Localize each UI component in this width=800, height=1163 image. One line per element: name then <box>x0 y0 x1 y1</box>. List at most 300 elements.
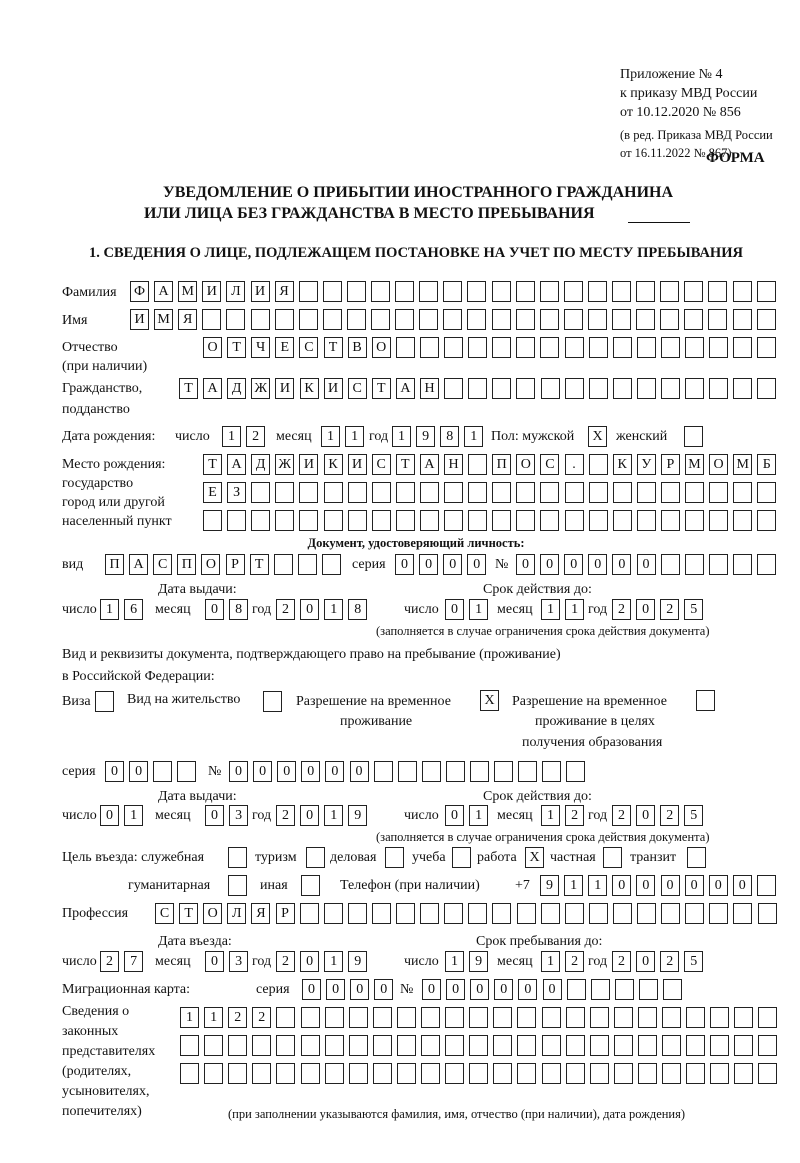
char-cell[interactable] <box>661 554 680 575</box>
char-cell[interactable]: 1 <box>321 426 340 447</box>
char-cell[interactable]: 1 <box>345 426 364 447</box>
char-cell[interactable]: Ж <box>275 454 294 475</box>
char-cell[interactable] <box>661 903 680 924</box>
char-cell[interactable] <box>757 482 776 503</box>
char-cell[interactable]: 2 <box>246 426 265 447</box>
char-cell[interactable]: П <box>177 554 196 575</box>
char-cell[interactable]: И <box>324 378 343 399</box>
char-cell[interactable] <box>348 903 367 924</box>
char-cell[interactable] <box>733 510 752 531</box>
char-cell[interactable]: 1 <box>222 426 241 447</box>
char-cell[interactable]: М <box>733 454 752 475</box>
char-cell[interactable] <box>419 309 438 330</box>
char-cell[interactable] <box>639 979 658 1000</box>
char-cell[interactable] <box>299 281 318 302</box>
char-cell[interactable] <box>299 309 318 330</box>
char-cell[interactable]: Д <box>227 378 246 399</box>
char-cell[interactable]: 2 <box>565 951 584 972</box>
char-cell[interactable] <box>422 761 441 782</box>
char-cell[interactable] <box>588 309 607 330</box>
char-cell[interactable] <box>397 1007 416 1028</box>
sex-female-checkbox[interactable] <box>684 426 703 447</box>
char-cell[interactable]: 0 <box>229 761 248 782</box>
char-cell[interactable]: З <box>227 482 246 503</box>
char-cell[interactable] <box>660 309 679 330</box>
char-cell[interactable] <box>276 1035 295 1056</box>
char-cell[interactable] <box>613 903 632 924</box>
char-cell[interactable]: 0 <box>612 875 631 896</box>
char-cell[interactable]: 1 <box>445 951 464 972</box>
char-cell[interactable] <box>613 337 632 358</box>
char-cell[interactable] <box>758 1063 777 1084</box>
char-cell[interactable]: Ф <box>130 281 149 302</box>
char-cell[interactable]: С <box>299 337 318 358</box>
char-cell[interactable] <box>613 510 632 531</box>
char-cell[interactable]: А <box>396 378 415 399</box>
char-cell[interactable]: П <box>105 554 124 575</box>
char-cell[interactable]: 0 <box>374 979 393 1000</box>
char-cell[interactable] <box>298 554 317 575</box>
char-cell[interactable] <box>614 1035 633 1056</box>
char-cell[interactable]: 2 <box>660 599 679 620</box>
char-cell[interactable] <box>637 903 656 924</box>
char-cell[interactable]: М <box>154 309 173 330</box>
char-cell[interactable]: 1 <box>541 599 560 620</box>
char-cell[interactable]: О <box>201 554 220 575</box>
char-cell[interactable]: 1 <box>324 951 343 972</box>
char-cell[interactable] <box>203 510 222 531</box>
char-cell[interactable]: О <box>372 337 391 358</box>
char-cell[interactable]: 0 <box>612 554 631 575</box>
char-cell[interactable]: 9 <box>348 805 367 826</box>
char-cell[interactable]: 0 <box>685 875 704 896</box>
char-cell[interactable] <box>733 482 752 503</box>
char-cell[interactable]: 0 <box>637 554 656 575</box>
char-cell[interactable] <box>396 510 415 531</box>
char-cell[interactable] <box>708 309 727 330</box>
char-cell[interactable]: М <box>178 281 197 302</box>
char-cell[interactable] <box>445 1007 464 1028</box>
char-cell[interactable]: С <box>155 903 174 924</box>
char-cell[interactable] <box>468 378 487 399</box>
char-cell[interactable]: 1 <box>180 1007 199 1028</box>
char-cell[interactable] <box>542 761 561 782</box>
char-cell[interactable] <box>540 309 559 330</box>
char-cell[interactable] <box>492 482 511 503</box>
char-cell[interactable] <box>686 1007 705 1028</box>
char-cell[interactable] <box>443 309 462 330</box>
char-cell[interactable] <box>372 903 391 924</box>
char-cell[interactable] <box>347 281 366 302</box>
char-cell[interactable] <box>493 1035 512 1056</box>
char-cell[interactable]: 0 <box>300 805 319 826</box>
char-cell[interactable] <box>685 378 704 399</box>
char-cell[interactable]: 2 <box>276 805 295 826</box>
char-cell[interactable]: 1 <box>469 599 488 620</box>
char-cell[interactable]: А <box>129 554 148 575</box>
char-cell[interactable] <box>301 1063 320 1084</box>
char-cell[interactable]: И <box>275 378 294 399</box>
sex-male-checkbox[interactable]: X <box>588 426 607 447</box>
char-cell[interactable]: 0 <box>205 805 224 826</box>
char-cell[interactable] <box>566 1007 585 1028</box>
char-cell[interactable] <box>591 979 610 1000</box>
char-cell[interactable] <box>396 337 415 358</box>
place-blank-line[interactable] <box>628 222 690 223</box>
char-cell[interactable]: А <box>420 454 439 475</box>
char-cell[interactable] <box>684 281 703 302</box>
char-cell[interactable] <box>757 510 776 531</box>
char-cell[interactable] <box>517 1007 536 1028</box>
char-cell[interactable] <box>395 281 414 302</box>
char-cell[interactable]: 1 <box>204 1007 223 1028</box>
char-cell[interactable] <box>444 482 463 503</box>
purpose-humanitarian-checkbox[interactable] <box>228 875 247 896</box>
char-cell[interactable] <box>349 1063 368 1084</box>
char-cell[interactable] <box>663 979 682 1000</box>
char-cell[interactable]: П <box>492 454 511 475</box>
char-cell[interactable] <box>685 903 704 924</box>
char-cell[interactable] <box>685 510 704 531</box>
char-cell[interactable] <box>397 1063 416 1084</box>
char-cell[interactable]: 1 <box>100 599 119 620</box>
char-cell[interactable]: 3 <box>229 951 248 972</box>
char-cell[interactable]: 0 <box>129 761 148 782</box>
char-cell[interactable] <box>516 281 535 302</box>
char-cell[interactable] <box>348 482 367 503</box>
char-cell[interactable]: 0 <box>300 951 319 972</box>
char-cell[interactable] <box>686 1063 705 1084</box>
char-cell[interactable] <box>373 1063 392 1084</box>
char-cell[interactable] <box>421 1063 440 1084</box>
char-cell[interactable]: Т <box>396 454 415 475</box>
char-cell[interactable] <box>396 482 415 503</box>
char-cell[interactable] <box>733 309 752 330</box>
char-cell[interactable] <box>276 1007 295 1028</box>
char-cell[interactable] <box>373 1007 392 1028</box>
char-cell[interactable]: О <box>203 903 222 924</box>
char-cell[interactable]: 2 <box>100 951 119 972</box>
char-cell[interactable] <box>684 309 703 330</box>
char-cell[interactable] <box>758 1035 777 1056</box>
char-cell[interactable]: 0 <box>350 761 369 782</box>
char-cell[interactable] <box>612 281 631 302</box>
char-cell[interactable] <box>709 903 728 924</box>
char-cell[interactable]: А <box>154 281 173 302</box>
char-cell[interactable]: 1 <box>564 875 583 896</box>
char-cell[interactable]: Б <box>757 454 776 475</box>
char-cell[interactable] <box>637 378 656 399</box>
char-cell[interactable] <box>153 761 172 782</box>
char-cell[interactable] <box>492 281 511 302</box>
char-cell[interactable] <box>516 510 535 531</box>
char-cell[interactable]: У <box>637 454 656 475</box>
char-cell[interactable]: 1 <box>464 426 483 447</box>
char-cell[interactable]: Т <box>250 554 269 575</box>
char-cell[interactable] <box>661 378 680 399</box>
char-cell[interactable] <box>420 482 439 503</box>
char-cell[interactable] <box>709 378 728 399</box>
char-cell[interactable] <box>492 378 511 399</box>
char-cell[interactable]: В <box>348 337 367 358</box>
char-cell[interactable] <box>662 1035 681 1056</box>
char-cell[interactable]: 0 <box>543 979 562 1000</box>
char-cell[interactable]: 0 <box>301 761 320 782</box>
char-cell[interactable]: 0 <box>661 875 680 896</box>
char-cell[interactable] <box>347 309 366 330</box>
char-cell[interactable]: Я <box>178 309 197 330</box>
char-cell[interactable] <box>397 1035 416 1056</box>
char-cell[interactable]: 0 <box>326 979 345 1000</box>
char-cell[interactable]: 0 <box>445 805 464 826</box>
purpose-work-checkbox[interactable]: X <box>525 847 544 868</box>
char-cell[interactable] <box>251 309 270 330</box>
char-cell[interactable] <box>420 903 439 924</box>
char-cell[interactable] <box>638 1007 657 1028</box>
char-cell[interactable] <box>733 554 752 575</box>
char-cell[interactable] <box>734 1007 753 1028</box>
char-cell[interactable]: 2 <box>612 599 631 620</box>
char-cell[interactable] <box>637 510 656 531</box>
char-cell[interactable] <box>371 281 390 302</box>
char-cell[interactable] <box>516 378 535 399</box>
char-cell[interactable] <box>589 482 608 503</box>
char-cell[interactable] <box>299 510 318 531</box>
char-cell[interactable] <box>588 281 607 302</box>
char-cell[interactable] <box>613 482 632 503</box>
char-cell[interactable] <box>566 1063 585 1084</box>
char-cell[interactable] <box>638 1035 657 1056</box>
char-cell[interactable] <box>468 482 487 503</box>
char-cell[interactable] <box>444 337 463 358</box>
char-cell[interactable] <box>322 554 341 575</box>
char-cell[interactable] <box>757 875 776 896</box>
char-cell[interactable]: Т <box>227 337 246 358</box>
char-cell[interactable]: 1 <box>469 805 488 826</box>
char-cell[interactable] <box>445 1035 464 1056</box>
char-cell[interactable] <box>589 337 608 358</box>
char-cell[interactable] <box>325 1063 344 1084</box>
char-cell[interactable] <box>566 1035 585 1056</box>
char-cell[interactable] <box>662 1063 681 1084</box>
char-cell[interactable] <box>445 1063 464 1084</box>
char-cell[interactable] <box>516 309 535 330</box>
char-cell[interactable] <box>637 482 656 503</box>
char-cell[interactable] <box>300 903 319 924</box>
char-cell[interactable] <box>589 903 608 924</box>
purpose-tourism-checkbox[interactable] <box>306 847 325 868</box>
char-cell[interactable]: 0 <box>277 761 296 782</box>
char-cell[interactable]: 0 <box>446 979 465 1000</box>
char-cell[interactable] <box>708 281 727 302</box>
char-cell[interactable]: 0 <box>470 979 489 1000</box>
char-cell[interactable] <box>274 554 293 575</box>
char-cell[interactable] <box>275 510 294 531</box>
char-cell[interactable]: С <box>153 554 172 575</box>
char-cell[interactable]: Е <box>203 482 222 503</box>
char-cell[interactable]: 0 <box>419 554 438 575</box>
char-cell[interactable]: Т <box>203 454 222 475</box>
char-cell[interactable]: 0 <box>422 979 441 1000</box>
char-cell[interactable] <box>372 482 391 503</box>
char-cell[interactable] <box>733 281 752 302</box>
trp-checkbox[interactable]: X <box>480 690 499 711</box>
char-cell[interactable]: 0 <box>302 979 321 1000</box>
char-cell[interactable] <box>517 903 536 924</box>
char-cell[interactable] <box>348 510 367 531</box>
char-cell[interactable] <box>420 510 439 531</box>
char-cell[interactable]: 6 <box>124 599 143 620</box>
char-cell[interactable]: 1 <box>541 805 560 826</box>
char-cell[interactable] <box>227 510 246 531</box>
char-cell[interactable] <box>396 903 415 924</box>
char-cell[interactable] <box>324 903 343 924</box>
char-cell[interactable]: К <box>613 454 632 475</box>
char-cell[interactable]: 2 <box>660 951 679 972</box>
char-cell[interactable]: Т <box>179 903 198 924</box>
char-cell[interactable]: . <box>565 454 584 475</box>
char-cell[interactable] <box>372 510 391 531</box>
char-cell[interactable] <box>565 903 584 924</box>
char-cell[interactable]: 0 <box>467 554 486 575</box>
char-cell[interactable]: 0 <box>636 805 655 826</box>
char-cell[interactable] <box>492 510 511 531</box>
char-cell[interactable] <box>398 761 417 782</box>
char-cell[interactable] <box>177 761 196 782</box>
char-cell[interactable]: М <box>685 454 704 475</box>
char-cell[interactable]: О <box>709 454 728 475</box>
char-cell[interactable] <box>204 1063 223 1084</box>
char-cell[interactable] <box>492 309 511 330</box>
char-cell[interactable]: Л <box>226 281 245 302</box>
char-cell[interactable] <box>757 554 776 575</box>
char-cell[interactable] <box>469 1035 488 1056</box>
char-cell[interactable] <box>757 281 776 302</box>
char-cell[interactable] <box>202 309 221 330</box>
char-cell[interactable] <box>275 309 294 330</box>
char-cell[interactable]: А <box>203 378 222 399</box>
char-cell[interactable]: Д <box>251 454 270 475</box>
char-cell[interactable]: 0 <box>395 554 414 575</box>
char-cell[interactable] <box>444 903 463 924</box>
purpose-other-checkbox[interactable] <box>301 875 320 896</box>
char-cell[interactable] <box>541 903 560 924</box>
char-cell[interactable]: 0 <box>350 979 369 1000</box>
char-cell[interactable] <box>541 378 560 399</box>
char-cell[interactable]: 2 <box>565 805 584 826</box>
char-cell[interactable] <box>469 1007 488 1028</box>
char-cell[interactable] <box>636 281 655 302</box>
char-cell[interactable]: 5 <box>684 599 703 620</box>
char-cell[interactable]: К <box>324 454 343 475</box>
char-cell[interactable] <box>492 337 511 358</box>
char-cell[interactable] <box>540 337 559 358</box>
char-cell[interactable] <box>373 1035 392 1056</box>
char-cell[interactable] <box>613 378 632 399</box>
char-cell[interactable]: 1 <box>541 951 560 972</box>
char-cell[interactable]: 0 <box>733 875 752 896</box>
char-cell[interactable] <box>518 761 537 782</box>
char-cell[interactable] <box>564 281 583 302</box>
char-cell[interactable] <box>565 510 584 531</box>
char-cell[interactable] <box>661 510 680 531</box>
char-cell[interactable] <box>251 482 270 503</box>
char-cell[interactable] <box>614 1063 633 1084</box>
char-cell[interactable]: 2 <box>612 805 631 826</box>
char-cell[interactable] <box>395 309 414 330</box>
char-cell[interactable]: 8 <box>440 426 459 447</box>
char-cell[interactable] <box>733 337 752 358</box>
char-cell[interactable] <box>180 1035 199 1056</box>
char-cell[interactable] <box>589 510 608 531</box>
residence-checkbox[interactable] <box>263 691 282 712</box>
char-cell[interactable]: 9 <box>416 426 435 447</box>
char-cell[interactable] <box>710 1035 729 1056</box>
char-cell[interactable] <box>734 1035 753 1056</box>
char-cell[interactable] <box>540 281 559 302</box>
char-cell[interactable] <box>685 554 704 575</box>
char-cell[interactable]: 0 <box>709 875 728 896</box>
char-cell[interactable] <box>468 903 487 924</box>
char-cell[interactable]: Е <box>275 337 294 358</box>
char-cell[interactable] <box>662 1007 681 1028</box>
char-cell[interactable]: 9 <box>540 875 559 896</box>
char-cell[interactable]: 8 <box>348 599 367 620</box>
char-cell[interactable]: О <box>203 337 222 358</box>
char-cell[interactable] <box>228 1063 247 1084</box>
char-cell[interactable] <box>494 761 513 782</box>
purpose-business-checkbox[interactable] <box>385 847 404 868</box>
char-cell[interactable] <box>660 281 679 302</box>
char-cell[interactable] <box>444 378 463 399</box>
char-cell[interactable] <box>590 1035 609 1056</box>
char-cell[interactable]: И <box>348 454 367 475</box>
char-cell[interactable]: С <box>372 454 391 475</box>
char-cell[interactable]: Т <box>179 378 198 399</box>
char-cell[interactable]: Р <box>226 554 245 575</box>
char-cell[interactable] <box>467 281 486 302</box>
char-cell[interactable] <box>371 309 390 330</box>
char-cell[interactable] <box>637 337 656 358</box>
char-cell[interactable] <box>324 482 343 503</box>
char-cell[interactable] <box>733 378 752 399</box>
char-cell[interactable]: 0 <box>564 554 583 575</box>
char-cell[interactable]: 2 <box>276 951 295 972</box>
char-cell[interactable] <box>709 510 728 531</box>
char-cell[interactable] <box>685 337 704 358</box>
char-cell[interactable] <box>589 454 608 475</box>
char-cell[interactable] <box>276 1063 295 1084</box>
char-cell[interactable] <box>493 1063 512 1084</box>
char-cell[interactable] <box>516 482 535 503</box>
char-cell[interactable] <box>325 1035 344 1056</box>
char-cell[interactable] <box>516 337 535 358</box>
char-cell[interactable]: 0 <box>205 951 224 972</box>
char-cell[interactable]: 0 <box>494 979 513 1000</box>
char-cell[interactable]: О <box>516 454 535 475</box>
char-cell[interactable]: Л <box>227 903 246 924</box>
char-cell[interactable]: 0 <box>516 554 535 575</box>
char-cell[interactable]: 1 <box>124 805 143 826</box>
char-cell[interactable] <box>685 482 704 503</box>
char-cell[interactable]: А <box>227 454 246 475</box>
char-cell[interactable]: И <box>202 281 221 302</box>
char-cell[interactable]: 1 <box>324 805 343 826</box>
char-cell[interactable] <box>709 482 728 503</box>
char-cell[interactable]: 0 <box>636 875 655 896</box>
char-cell[interactable]: 2 <box>228 1007 247 1028</box>
char-cell[interactable]: 0 <box>636 599 655 620</box>
